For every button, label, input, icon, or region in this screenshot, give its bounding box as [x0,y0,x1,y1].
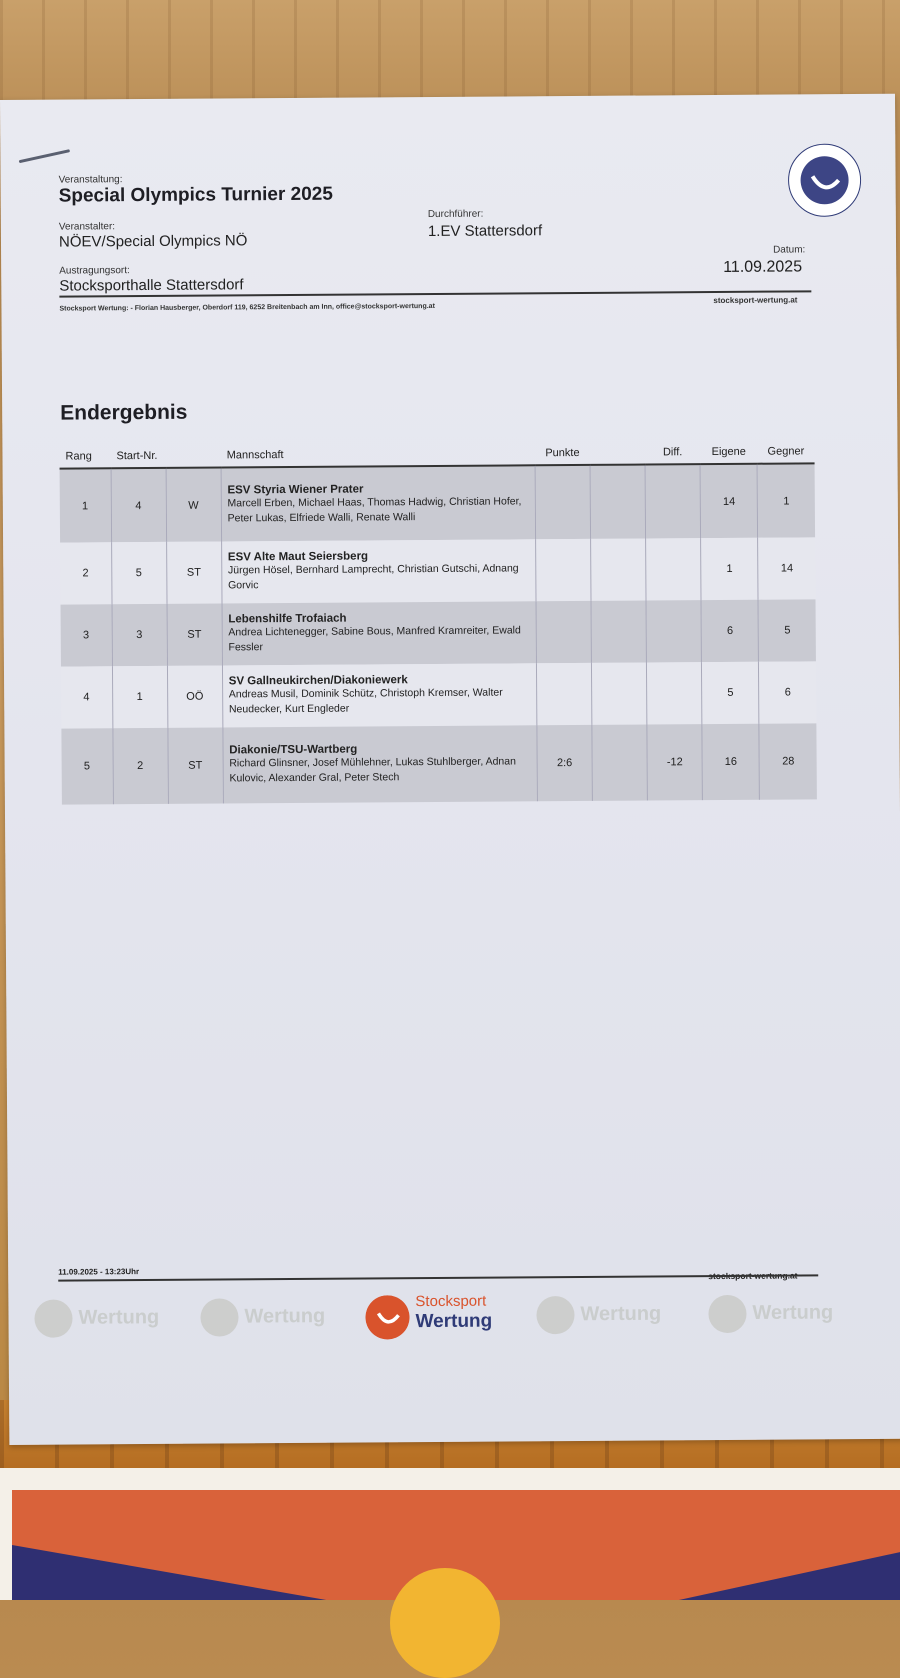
region-cell: W [166,467,222,541]
diff-cell [646,538,702,600]
stocksport-wertung-logo [786,142,863,219]
team-name: Lebenshilfe Trofaiach [228,612,347,626]
eigene-cell: 16 [702,724,760,800]
team-cell [221,465,536,541]
footer-divider [58,1274,818,1281]
empty-cell [590,465,646,539]
col-start-nr: Start-Nr. [110,446,165,468]
table-row [61,599,816,666]
watermark-logo [34,1299,159,1338]
rang-cell: 4 [61,666,112,728]
team-name: ESV Styria Wiener Prater [227,482,364,496]
region-cell: ST [166,541,222,603]
col-gegner: Gegner [757,441,814,463]
durchfuehrer-value: 1.EV Stattersdorf [427,222,543,241]
start-nr-cell: 2 [112,728,168,804]
result-sheet [0,94,900,1445]
watermark-text: Wertung [580,1302,662,1326]
gegner-cell: 6 [759,661,817,723]
watermark-logo [200,1298,325,1337]
col-punkte: Punkte [535,443,590,465]
col-rang: Rang [59,446,110,468]
col-mannschaft: Mannschaft [221,443,535,467]
results-table [59,441,816,804]
team-members: Richard Glinsner, Josef Mühlehner, Lukas Stuhlberger, Adnan Kulovic, Alexander Gral, Peter Stech [229,755,516,785]
col-punkte-2 [590,443,645,465]
datum-label: Datum: [773,244,806,256]
watermark-text: Wertung [78,1306,160,1329]
veranstalter-label: Veranstalter: [58,221,116,233]
diff-cell [647,662,703,724]
rang-cell: 2 [60,542,111,604]
empty-cell [592,724,648,800]
watermark-icon [200,1298,238,1336]
table-row [60,463,815,542]
watermark-icon [536,1296,574,1334]
punkte-cell [536,601,592,663]
rang-cell: 3 [61,604,112,666]
team-cell [222,663,537,727]
punkte-cell [536,663,592,725]
team-name: SV Gallneukirchen/Diakoniewerk [228,674,408,688]
diff-cell: -12 [647,724,703,800]
col-diff: Diff. [645,442,700,464]
empty-cell [591,662,647,724]
team-members: Andrea Lichtenegger, Sabine Bous, Manfred Kramreiter, Ewald Fessler [228,624,521,654]
imprint-text: Stocksport Wertung: - Florian Hausberger, Oberdorf 119, 6252 Breitenbach am Inn, office@stocksport-wertung.at [59,302,435,313]
poster-sun-shape [390,1568,500,1678]
punkte-cell [535,465,591,539]
team-name: Diakonie/TSU-Wartberg [229,743,358,757]
veranstalter-value: NÖEV/Special Olympics NÖ [58,232,248,251]
austragungsort-label: Austragungsort: [59,265,130,277]
header-website: stocksport-wertung.at [713,295,798,306]
gegner-cell: 28 [759,723,817,799]
datum-value: 11.09.2025 [723,258,803,276]
table-row [61,723,817,804]
watermark-text: Wertung [752,1301,834,1325]
team-members: Andreas Musil, Dominik Schütz, Christoph Kremser, Walter Neudecker, Kurt Engleder [228,686,503,716]
pen-mark [19,149,70,163]
rang-cell: 1 [60,468,112,542]
gegner-cell: 5 [758,599,816,661]
start-nr-cell: 1 [112,666,168,728]
watermark-logo [536,1295,661,1334]
start-nr-cell: 5 [111,542,167,604]
diff-cell [645,464,701,538]
table-row [60,537,815,604]
rang-cell: 5 [61,728,113,804]
region-cell: ST [167,603,223,665]
start-nr-cell: 4 [111,468,167,542]
diff-cell [646,600,702,662]
brand-text-bottom: Wertung [415,1310,493,1333]
team-members: Jürgen Hösel, Bernhard Lamprecht, Christian Gutschi, Adnang Gorvic [227,562,519,592]
team-cell [223,725,538,803]
team-name: ESV Alte Maut Seiersberg [227,550,369,564]
table-row [61,661,816,728]
gegner-cell: 14 [758,537,816,599]
col-eigene: Eigene [700,442,757,464]
section-title: Endergebnis [60,400,188,425]
watermark-icon [708,1295,746,1333]
team-cell [221,539,536,603]
eigene-cell: 14 [700,464,758,538]
punkte-cell [536,539,592,601]
region-cell: OÖ [167,665,223,727]
region-cell: ST [167,727,223,803]
eigene-cell: 5 [702,662,760,724]
eigene-cell: 6 [701,600,759,662]
footer-timestamp: 11.09.2025 - 13:23Uhr [58,1267,140,1277]
eigene-cell: 1 [701,538,759,600]
team-members: Marcell Erben, Michael Haas, Thomas Hadwig, Christian Hofer, Peter Lukas, Elfriede Walli, Renate Walli [227,494,522,524]
watermark-icon [34,1300,72,1338]
watermark-text: Wertung [244,1305,326,1328]
gegner-cell: 1 [757,463,815,537]
durchfuehrer-label: Durchführer: [427,208,484,221]
brand-icon [365,1295,409,1339]
watermark-logo [708,1294,833,1333]
event-title: Special Olympics Turnier 2025 [58,183,333,207]
veranstaltung-label: Veranstaltung: [58,174,123,186]
team-cell [222,601,537,665]
punkte-cell: 2:6 [537,725,593,801]
brand-text-top: Stocksport [415,1292,487,1311]
austragungsort-value: Stocksporthalle Stattersdorf [59,276,244,295]
empty-cell [591,539,647,601]
start-nr-cell: 3 [112,604,168,666]
empty-cell [591,601,647,663]
col-region [166,445,221,467]
